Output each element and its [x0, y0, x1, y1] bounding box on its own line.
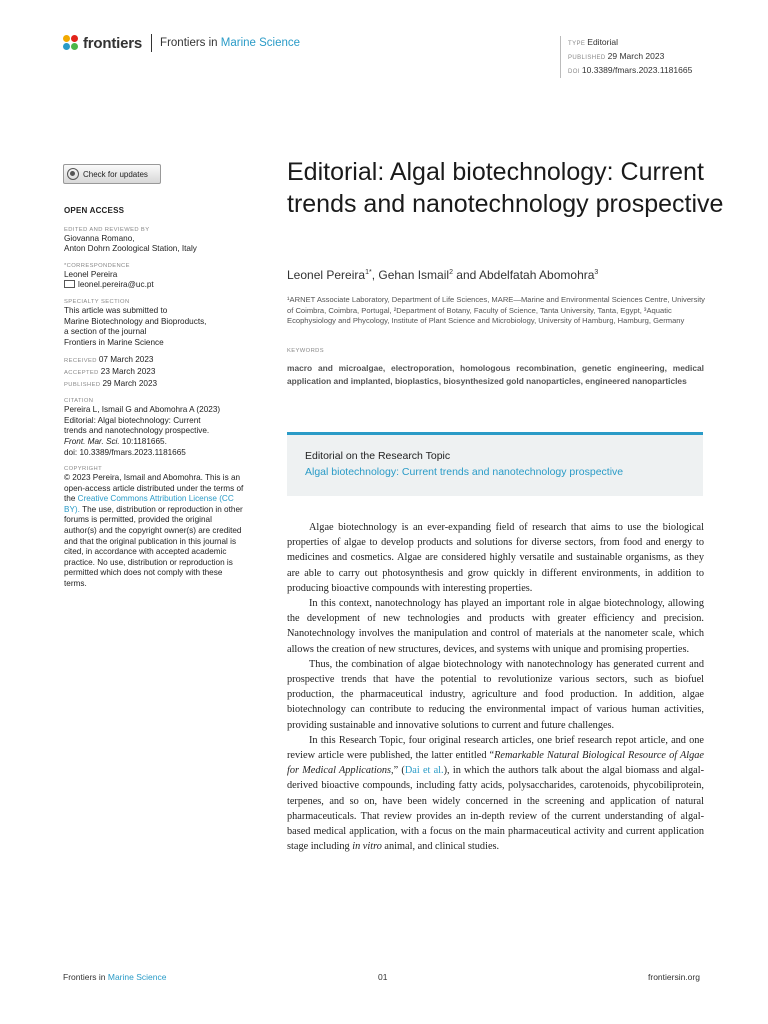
research-topic-box — [287, 432, 703, 496]
correspondence-block: *CORRESPONDENCE Leonel Pereira leonel.pereira@uc.pt — [64, 262, 244, 291]
article-meta: TYPE Editorial PUBLISHED 29 March 2023 DOI 10.3389/fmars.2023.1181665 — [560, 36, 692, 78]
site-link[interactable]: frontiersin.org — [648, 972, 700, 982]
affiliations: ¹ARNET Associate Laboratory, Department of Life Sciences, MARE—Marine and Environmental Sciences Centre, University of Coimbra, Coimbra, Portugal, ²Department of Botany, Faculty of Science, Tanta University, Tanta, Egypt, ³Aquatic Ecophysiology and Phycology, Institute of Plant Science and Microbiology, University of Hamburg, Hamburg, Germany — [287, 295, 705, 326]
article-title: Editorial: Algal biotechnology: Current trends and nanotechnology prospective — [287, 158, 724, 218]
dates-block: RECEIVED 07 March 2023 ACCEPTED 23 March 2023 PUBLISHED 29 March 2023 — [64, 355, 158, 388]
research-topic-heading: Editorial on the Research Topic — [305, 450, 451, 462]
citation-block: CITATION Pereira L, Ismail G and Abomohra A (2023) Editorial: Algal biotechnology: Current trends and nanotechnology prospective. Front. Mar. Sci. 10:1181665. doi: 10.3389/fmars.2023.1181665 — [64, 398, 221, 457]
header-divider — [151, 34, 152, 52]
update-icon — [67, 168, 79, 180]
email-link[interactable]: leonel.pereira@uc.pt — [64, 280, 244, 291]
journal-header — [63, 33, 300, 53]
paragraph: Algae biotechnology is an ever-expanding field of research that aims to use the biological properties of algae to develop products and solutions for diverse sectors, from food and energy to medicines and cosmetics. Algae are considered highly versatile and sustainable organisms, as they are able to carry out photosynthesis and grow quickly in different environments, in addition to producing bioactive compounds with interesting properties. — [287, 522, 704, 594]
specialty-block: SPECIALTY SECTION This article was submitted to Marine Biotechnology and Bioproducts, a section of the journal Frontiers in Marine Science — [64, 298, 207, 347]
keywords: macro and microalgae, electroporation, homologous recombination, genetic engineering, medical application and implanted, bioplastics, biosynthesized gold nanoparticles, engineered nanoparticles — [287, 363, 704, 386]
paragraph: Thus, the combination of algae biotechnology with nanotechnology has generated current and prospective trends that have the potential to revolutionize various sectors, such as biofuel production, the pharmaceutical industry, agriculture and food production. In addition, algae biotechnology can contribute to reducing the environmental impact of various human activities, providing sustainable and innovative solutions to current and future challenges. — [287, 658, 704, 731]
article-body — [287, 520, 704, 854]
editor-block: EDITED AND REVIEWED BY Giovanna Romano, Anton Dohrn Zoological Station, Italy — [64, 226, 197, 254]
brand-name: frontiers — [83, 34, 143, 52]
page-number: 01 — [378, 972, 388, 982]
footer-journal: Frontiers in Marine Science — [63, 972, 167, 982]
sidebar — [64, 206, 244, 597]
mail-icon — [64, 280, 75, 288]
copyright-block: COPYRIGHT © 2023 Pereira, Ismail and Abomohra. This is an open-access article distributed under the terms of the Creative Commons Attribution License (CC BY). The use, distribution or reproduction in other forums is permitted, provided the original author(s) and the copyright owner(s) are credited and that the original publication in this journal is cited, in accordance with accepted academic practice. No use, distribution or reproduction is permitted which does not comply with these terms. — [64, 466, 244, 589]
author-list: Leonel Pereira$^{1*}$, Gehan Ismail$^2$ and Abdelfatah Abomohra$^3$ — [287, 268, 599, 282]
paragraph: In this Research Topic, four original research articles, one brief research repot article, and one review article were published, the latter entitled “Remarkable Natural Biological Resource of Algae for Medical Applications,” (Dai et al.), in which the authors talk about the algal biomass and algal-derived bioactive compounds, including fatty acids, polysaccharides, carotenoids, phycobiliprotein, terpenes, and so on, have been widely concerned in the screening and application of natural pharmaceuticals. That review provides an in-depth review of the current understanding of algal-based medical application, with a focus on the main pharmaceutical activity and current application stage including in vitro animal, and clinical studies. — [287, 734, 705, 853]
keywords-label: KEYWORDS — [287, 348, 325, 354]
open-access-label: OPEN ACCESS — [64, 206, 125, 215]
frontiers-logo-icon — [63, 35, 79, 51]
journal-name: Frontiers in Marine Science — [160, 37, 301, 49]
paragraph: In this context, nanotechnology has played an important role in algae biotechnology, allowing the development of new technologies and products with greater efficiency and precision. Nanotechnology involves the manipulation and control of materials at the nanometer scale, which allows the creation of new structures, devices, and systems with unique and promising properties. — [287, 598, 704, 655]
check-for-updates-button[interactable]: Check for updates — [63, 164, 161, 184]
research-topic-link[interactable]: Algal biotechnology: Current trends and nanotechnology prospective — [305, 466, 624, 478]
citation-link[interactable]: Dai et al. — [404, 765, 444, 777]
cc-license-link[interactable]: Creative Commons Attribution License (CC BY). — [64, 494, 234, 514]
